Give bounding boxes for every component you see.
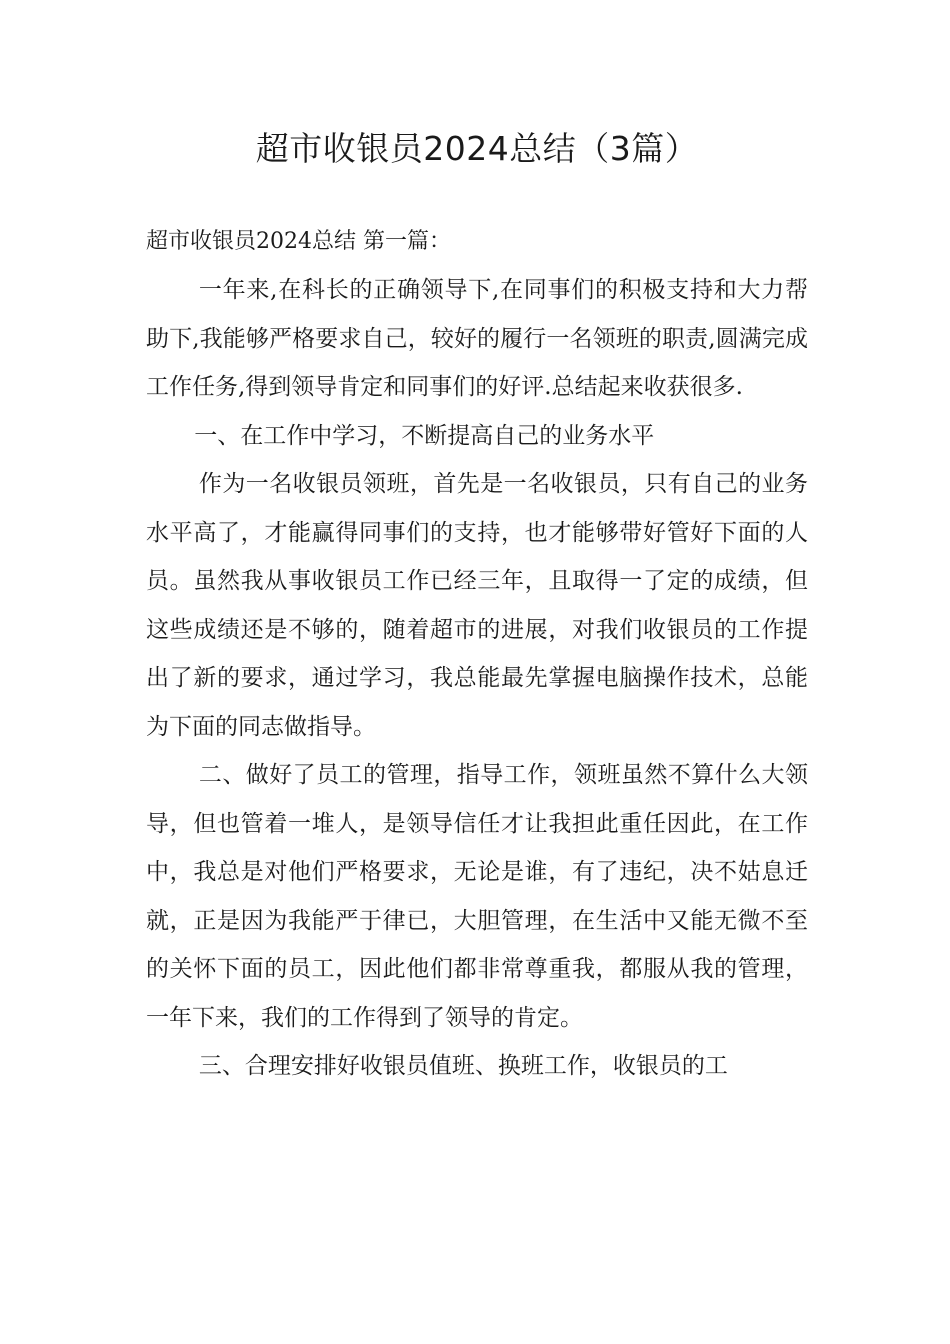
paragraph-one: 作为一名收银员领班，首先是一名收银员，只有自己的业务水平高了，才能赢得同事们的支持，也才能够带好管好下面的人员。虽然我从事收银员工作已经三年，且取得一了定的成绩，但这些成绩还是不够的，随着超市的进展，对我们收银员的工作提出了新的要求，通过学习，我总能最先掌握电脑操作技术，总能为下面的同志做指导。	[146, 471, 808, 740]
paragraph-three: 三、合理安排好收银员值班、换班工作，收银员的工	[198, 1053, 728, 1079]
paragraph-two: 二、做好了员工的管理，指导工作，领班虽然不算什么大领导，但也管着一堆人，是领导信任才让我担此重任因此，在工作中，我总是对他们严格要求，无论是谁，有了违纪，决不姑息迁就，正是因为我能严于律已，大胆管理，在生活中又能无微不至的关怀下面的员工，因此他们都非常尊重我，都服从我的管理，一年下来，我们的工作得到了领导的肯定。	[146, 762, 808, 1031]
section-heading: 超市收银员2024总结 第一篇：	[146, 229, 451, 254]
subheading-one: 一、在工作中学习，不断提高自己的业务水平	[194, 422, 655, 449]
document-title: 超市收银员2024总结（3篇）	[255, 129, 699, 168]
paragraph-intro: 一年来,在科长的正确领导下,在同事们的积极支持和大力帮助下,我能够严格要求自己，较好的履行一名领班的职责,圆满完成工作任务,得到领导肯定和同事们的好评.总结起来收获很多.	[146, 277, 808, 400]
